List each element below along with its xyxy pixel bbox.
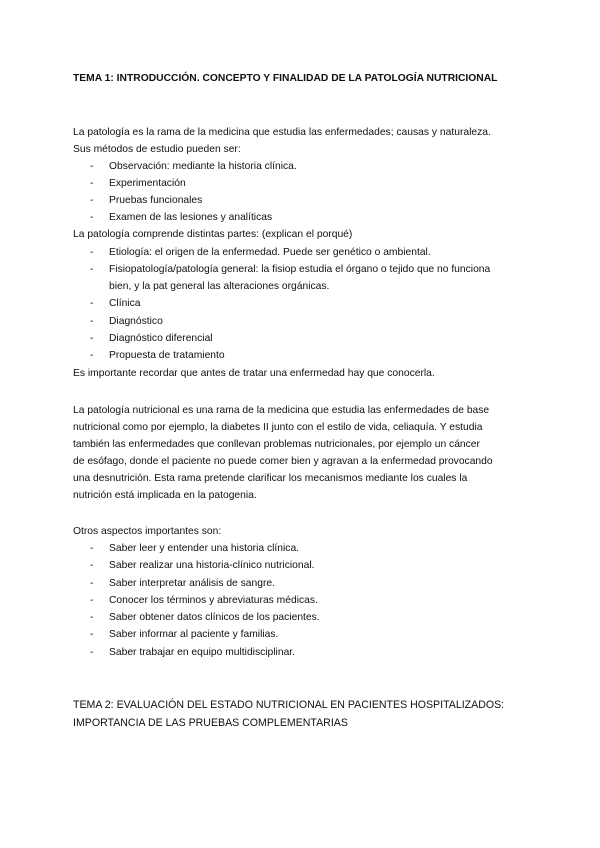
bullet-dash: - bbox=[90, 578, 94, 589]
aspect-item: Saber interpretar análisis de sangre. bbox=[109, 578, 275, 589]
aspect-item: Saber obtener datos clínicos de los pacientes. bbox=[109, 612, 320, 623]
bullet-dash: - bbox=[90, 298, 94, 309]
section2-line: una desnutrición. Esta rama pretende clarificar los mecanismos mediante los cuales la bbox=[73, 473, 468, 484]
bullet-dash: - bbox=[90, 612, 94, 623]
section2-line: La patología nutricional es una rama de la medicina que estudia las enfermedades de base bbox=[73, 405, 490, 416]
bullet-dash: - bbox=[90, 178, 94, 189]
bullet-dash: - bbox=[90, 333, 94, 344]
section1-closing: Es importante recordar que antes de tratar una enfermedad hay que conocerla. bbox=[73, 368, 435, 379]
method-item: Experimentación bbox=[109, 178, 186, 189]
part-item: Clínica bbox=[109, 298, 141, 309]
aspect-item: Saber trabajar en equipo multidisciplinar. bbox=[109, 647, 296, 658]
section2-line: también las enfermedades que conllevan problemas nutricionales, por ejemplo un cáncer bbox=[73, 439, 480, 450]
tema2-title-line1: TEMA 2: EVALUACIÓN DEL ESTADO NUTRICIONAL EN PACIENTES HOSPITALIZADOS: bbox=[73, 699, 505, 711]
parts-intro: La patología comprende distintas partes: (explican el porqué) bbox=[73, 229, 353, 240]
method-item: Observación: mediante la historia clínica. bbox=[109, 161, 297, 172]
tema2-title-line2: IMPORTANCIA DE LAS PRUEBAS COMPLEMENTARIAS bbox=[73, 717, 348, 729]
tema1-title: TEMA 1: INTRODUCCIÓN. CONCEPTO Y FINALIDAD DE LA PATOLOGÍA NUTRICIONAL bbox=[73, 73, 498, 84]
bullet-dash: - bbox=[90, 595, 94, 606]
section2-line: nutrición está implicada en la patogenia. bbox=[73, 490, 257, 501]
section1-intro-line2: Sus métodos de estudio pueden ser: bbox=[73, 144, 241, 155]
bullet-dash: - bbox=[90, 560, 94, 571]
bullet-dash: - bbox=[90, 543, 94, 554]
bullet-dash: - bbox=[90, 350, 94, 361]
part-item: Diagnóstico diferencial bbox=[109, 333, 213, 344]
bullet-dash: - bbox=[90, 195, 94, 206]
method-item: Examen de las lesiones y analíticas bbox=[109, 212, 273, 223]
part-item: Etiología: el origen de la enfermedad. Puede ser genético o ambiental. bbox=[109, 247, 431, 258]
aspect-item: Saber informar al paciente y familias. bbox=[109, 629, 279, 640]
bullet-dash: - bbox=[90, 647, 94, 658]
method-item: Pruebas funcionales bbox=[109, 195, 203, 206]
section2-line: de esófago, donde el paciente no puede comer bien y agravan a la enfermedad provocando bbox=[73, 456, 493, 467]
part-item: Propuesta de tratamiento bbox=[109, 350, 225, 361]
bullet-dash: - bbox=[90, 264, 94, 275]
section2-line: nutricional como por ejemplo, la diabetes II junto con el estilo de vida, celiaquía. Y estudia bbox=[73, 422, 483, 433]
bullet-dash: - bbox=[90, 161, 94, 172]
bullet-dash: - bbox=[90, 247, 94, 258]
bullet-dash: - bbox=[90, 316, 94, 327]
section3-intro: Otros aspectos importantes son: bbox=[73, 526, 222, 537]
bullet-dash: - bbox=[90, 212, 94, 223]
part-item: Diagnóstico bbox=[109, 316, 163, 327]
aspect-item: Saber realizar una historia-clínico nutricional. bbox=[109, 560, 315, 571]
bullet-dash: - bbox=[90, 629, 94, 640]
section1-intro-line1: La patología es la rama de la medicina que estudia las enfermedades; causas y naturaleza. bbox=[73, 127, 491, 138]
aspect-item: Saber leer y entender una historia clínica. bbox=[109, 543, 300, 554]
part-item-continuation: bien, y la pat general las alteraciones orgánicas. bbox=[109, 281, 330, 292]
part-item: Fisiopatología/patología general: la fisiop estudia el órgano o tejido que no funciona bbox=[109, 264, 491, 275]
aspect-item: Conocer los términos y abreviaturas médicas. bbox=[109, 595, 318, 606]
